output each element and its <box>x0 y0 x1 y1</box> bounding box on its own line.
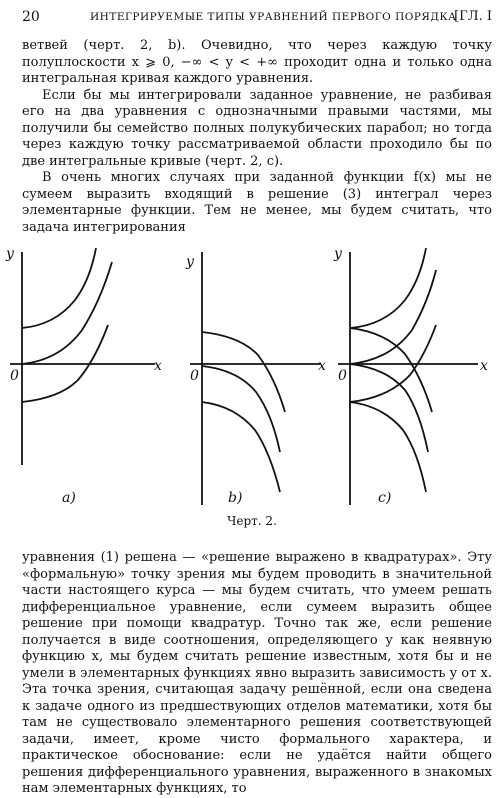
integral-curve <box>350 364 428 452</box>
figure-2 <box>0 230 504 510</box>
origin-label: 0 <box>338 368 347 384</box>
integral-curve <box>350 270 436 364</box>
y-axis-label: y <box>6 246 14 262</box>
integral-curve <box>202 366 280 452</box>
paragraph: уравнения (1) решена — «решение выражено в квадратурах». Эту «формальную» точку зрения мы будем проводить в значительной части настоящего курса — мы будем считать, что умеем решать дифференциальное уравнение, если сумеем выразить общее решение при помощи квадратур. Точно так же, если решение получается в виде соотношения, определяющего y как неявную функцию x, мы будем считать решение известным, хотя бы и не умели в элементарных функциях явно выразить зависимость y от x. Эта точка зрения, считающая задачу решённой, если она сведена к задаче одного из предшествующих отделов математики, хотя бы там не существовало элементарного решения соответствующей задачи, имеет, кроме чисто формального характера, и практическое обоснование: если не удаётся найти общего решения дифференциального уравнения, выраженного в знакомых нам элементарных функциях, то <box>22 550 492 796</box>
integral-curve <box>22 248 96 328</box>
y-axis-label: y <box>334 246 342 262</box>
text-block-top <box>22 38 492 236</box>
y-axis-label: y <box>186 254 194 270</box>
x-axis-label: x <box>154 358 162 374</box>
paragraph: В очень многих случаях при заданной функции f(x) мы не сумеем выразить входящий в решение (3) интеграл через элементарные функции. Тем не менее, мы будем считать, что задача интегрирования <box>22 170 492 235</box>
page-header <box>22 9 492 27</box>
figure-caption: Черт. 2. <box>227 514 277 528</box>
panel-label-a: a) <box>62 490 76 506</box>
integral-curve <box>350 402 426 492</box>
panel-label-b: b) <box>228 490 243 506</box>
panel-label-c: c) <box>378 490 392 506</box>
running-title: ИНТЕГРИРУЕМЫЕ ТИПЫ УРАВНЕНИЙ ПЕРВОГО ПОРЯДКА <box>90 11 457 23</box>
integral-curve <box>350 248 426 328</box>
paragraph: ветвей (черт. 2, b). Очевидно, что через каждую точку полуплоскости x ⩾ 0, −∞ < y < +∞ проходит одна и только одна интегральная кривая каждого уравнения. <box>22 38 492 86</box>
x-axis-label: x <box>480 358 488 374</box>
origin-label: 0 <box>10 368 19 384</box>
origin-label: 0 <box>190 368 199 384</box>
chapter-label: [ГЛ. I <box>454 9 492 24</box>
integral-curve <box>202 332 285 412</box>
page-number: 20 <box>22 9 40 25</box>
text-block-bottom <box>22 550 492 798</box>
paragraph: Если бы мы интегрировали заданное уравнение, не разбивая его на два уравнения с однозначными правыми частями, мы получили бы семейство полных полукубических парабол; но тогда через каждую точку рассматриваемой области проходило бы по две интегральные кривые (черт. 2, c). <box>22 87 492 169</box>
x-axis-label: x <box>318 358 326 374</box>
